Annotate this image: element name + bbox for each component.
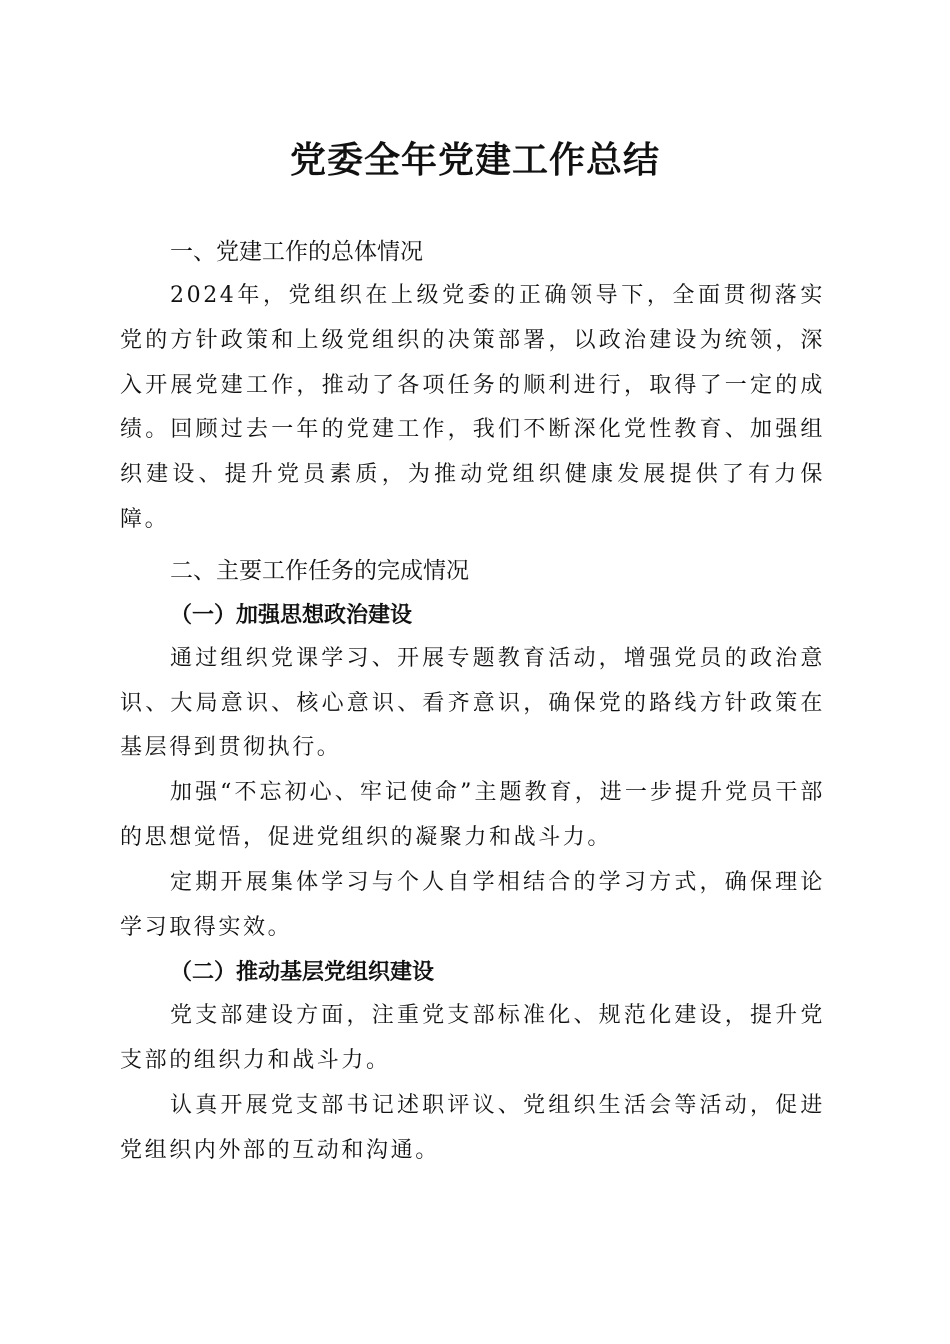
subsection-heading-ideology: （一）加强思想政治建设 bbox=[170, 601, 413, 628]
section-heading-overview: 一、党建工作的总体情况 bbox=[170, 239, 423, 265]
document-title: 党委全年党建工作总结 bbox=[289, 139, 660, 181]
paragraph-grassroots-2: 认真开展党支部书记述职评议、党组织生活会等活动，促进党组织内外部的互动和沟通。 bbox=[120, 1092, 825, 1163]
paragraph-ideology-3: 定期开展集体学习与个人自学相结合的学习方式，确保理论学习取得实效。 bbox=[120, 869, 825, 940]
paragraph-ideology-1: 通过组织党课学习、开展专题教育活动，增强党员的政治意识、大局意识、核心意识、看齐意识，确保党的路线方针政策在基层得到贯彻执行。 bbox=[120, 645, 825, 761]
section-heading-tasks: 二、主要工作任务的完成情况 bbox=[170, 557, 469, 584]
paragraph-ideology-2: 加强“不忘初心、牢记使命”主题教育，进一步提升党员干部的思想觉悟，促进党组织的凝聚力和战斗力。 bbox=[120, 780, 825, 850]
document-body bbox=[120, 230, 825, 1174]
subsection-heading-grassroots: （二）推动基层党组织建设 bbox=[170, 959, 435, 986]
paragraph-grassroots-1: 党支部建设方面，注重党支部标准化、规范化建设，提升党支部的组织力和战斗力。 bbox=[120, 1003, 825, 1074]
paragraph-overview: 2024年，党组织在上级党委的正确领导下，全面贯彻落实党的方针政策和上级党组织的决策部署，以政治建设为统领，深入开展党建工作，推动了各项任务的顺利进行，取得了一定的成绩。回顾过去一年的党建工作，我们不断深化党性教育、加强组织建设、提升党员素质，为推动党组织健康发展提供了有力保障。 bbox=[120, 283, 825, 532]
